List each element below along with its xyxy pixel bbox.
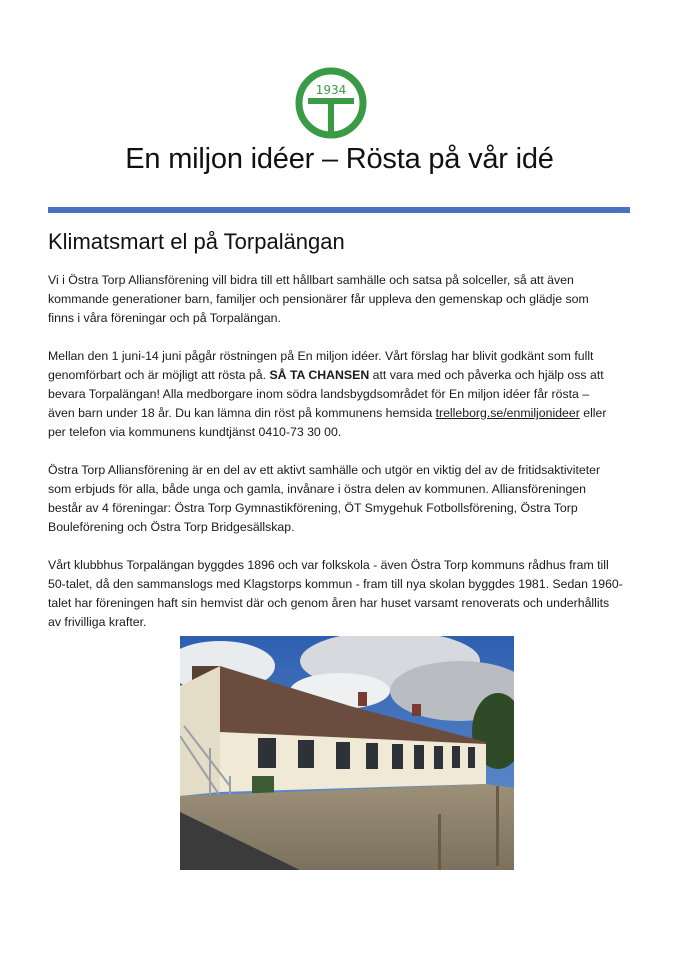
paragraph-line: kommande generationer barn, familjer och pensionärer får uppleva den gemenskap och glädje som xyxy=(48,292,589,306)
paragraph-line: bevara Torpalängan! Alla medborgare inom södra landsbygdsområdet för En miljon idéer får rösta – xyxy=(48,387,590,401)
paragraph-line: består av 4 föreningar: Östra Torp Gymnastikförening, ÖT Smygehuk Fotbollsförening, Östra Torp xyxy=(48,501,578,515)
clubhouse-photo xyxy=(180,636,514,870)
vote-link[interactable]: trelleborg.se/enmiljonideer xyxy=(435,406,580,420)
association-logo xyxy=(294,66,368,140)
paragraph-line: Mellan den 1 juni-14 juni pågår röstningen på En miljon idéer. Vårt förslag har blivit godkänt som fullt xyxy=(48,349,594,363)
paragraph-line: Vårt klubbhus Torpalängan byggdes 1896 och var folkskola - även Östra Torp kommuns rådhus fram till xyxy=(48,558,609,572)
title-divider xyxy=(48,207,630,213)
paragraph-line: talet har föreningen haft sin hemvist där och genom åren har huset varsamt renoverats och underhållits xyxy=(48,596,610,610)
voting-paragraph xyxy=(48,347,638,442)
section-heading: Klimatsmart el på Torpalängan xyxy=(48,229,345,254)
association-paragraph xyxy=(48,461,638,537)
paragraph-line: 50-talet, då den sammanslogs med Klagstorps kommun - fram till nya skolan byggdes 1981. Sedan 1960- xyxy=(48,577,623,591)
paragraph-line: finns i våra föreningar och på Torpalängan. xyxy=(48,311,281,325)
logo-year: 1934 xyxy=(315,83,347,97)
paragraph-line: Vi i Östra Torp Alliansförening vill bidra till ett hållbart samhälle och satsa på solceller, så att även xyxy=(48,273,574,287)
paragraph-line: Östra Torp Alliansförening är en del av ett aktivt samhälle och utgör en viktig del av de fritidsaktiviteter xyxy=(48,463,601,477)
paragraph-line: även barn under 18 år. Du kan lämna din röst på kommunens hemsida trelleborg.se/enmiljonideer eller xyxy=(48,406,607,420)
page-title: En miljon idéer – Rösta på vår idé xyxy=(125,143,554,175)
paragraph-line: genomförbart och är möjligt att rösta på. SÅ TA CHANSEN att vara med och påverka och hjälp oss att xyxy=(48,368,604,382)
history-paragraph xyxy=(48,556,638,632)
paragraph-line: som erbjuds för alla, både unga och gamla, invånare i östra delen av kommunen. Alliansföreningen xyxy=(48,482,586,496)
paragraph-line: av frivilliga krafter. xyxy=(48,615,147,629)
intro-paragraph xyxy=(48,271,638,328)
call-to-action: SÅ TA CHANSEN xyxy=(269,368,370,382)
paragraph-line: Bouleförening och Östra Torp Bridgesällskap. xyxy=(48,520,295,534)
paragraph-line: per telefon via kommunens kundtjänst 0410-73 30 00. xyxy=(48,425,342,439)
